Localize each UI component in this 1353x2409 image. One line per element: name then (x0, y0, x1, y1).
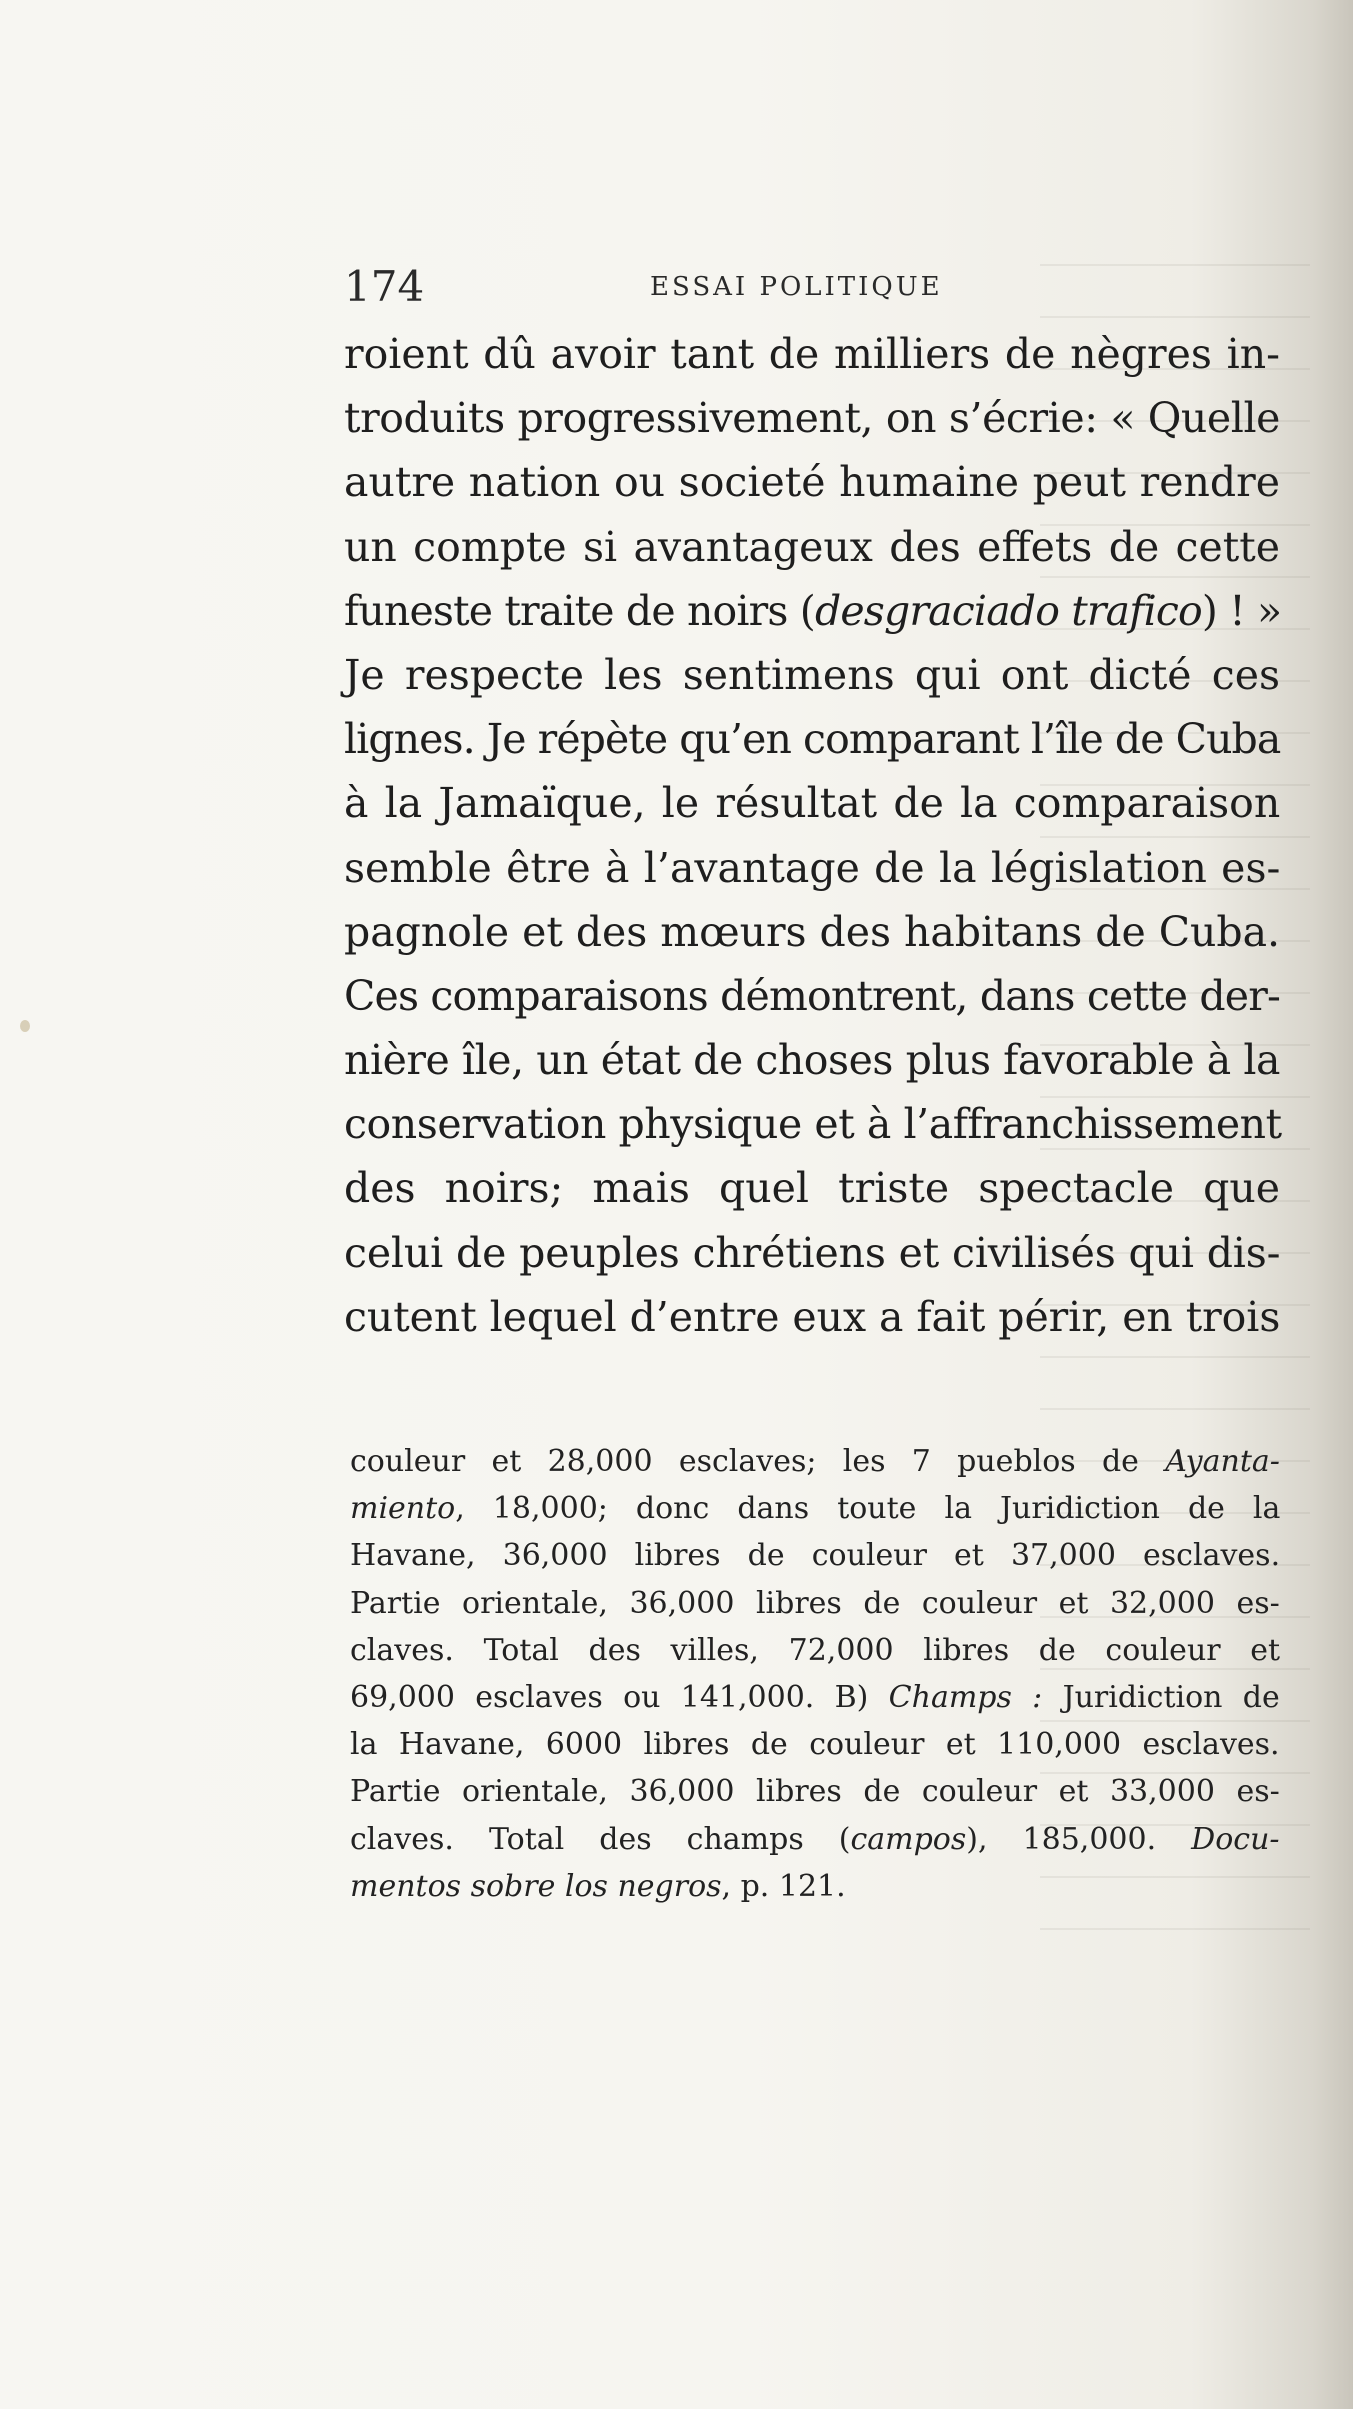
footnote-line: Partie orientale, 36,000 libres de couleur et 33,000 es- (350, 1774, 1280, 1810)
footnote-line: mentos sobre los negros, p. 121. (350, 1868, 846, 1904)
text-line: Je respecte les sentimens qui ont dicté ces (344, 650, 1281, 699)
text-line: cutent lequel d’entre eux a fait périr, en trois (344, 1292, 1281, 1341)
footnote-block (350, 1438, 1280, 1910)
text-line: autre nation ou societé humaine peut rendre (344, 458, 1280, 507)
italic-phrase: campos (850, 1821, 967, 1857)
text-line: nière île, un état de choses plus favorable à la (344, 1036, 1280, 1085)
italic-phrase: desgraciado trafico (814, 586, 1202, 635)
text-line: un compte si avantageux des effets de cette (344, 522, 1280, 571)
text-line: roient dû avoir tant de milliers de nègres in- (344, 330, 1280, 378)
footnote-line: couleur et 28,000 esclaves; les 7 pueblos de Ayanta- (350, 1444, 1280, 1479)
footnote-line: la Havane, 6000 libres de couleur et 110,000 esclaves. (350, 1727, 1280, 1763)
italic-phrase: Champs : (888, 1679, 1043, 1715)
text-line: lignes. Je répète qu’en comparant l’île de Cuba (344, 715, 1281, 764)
text-line: celui de peuples chrétiens et civilisés qui dis- (344, 1228, 1281, 1277)
footnote-line: miento, 18,000; donc dans toute la Juridiction de la (350, 1491, 1281, 1527)
main-text-block (344, 322, 1280, 1349)
footnote-line: claves. Total des villes, 72,000 libres de couleur et (350, 1632, 1281, 1668)
text-line: funeste traite de noirs (desgraciado trafico) ! » (344, 586, 1282, 635)
italic-phrase: Ayanta- (1165, 1444, 1280, 1479)
page-header (344, 262, 1280, 312)
page-number: 174 (344, 262, 425, 311)
text-line: conservation physique et à l’affranchissement (344, 1100, 1282, 1149)
footnote-line: claves. Total des champs (campos), 185,000. Docu- (350, 1821, 1280, 1857)
text-line: pagnole et des mœurs des habitans de Cuba. (344, 907, 1280, 956)
footnote-line: Partie orientale, 36,000 libres de couleur et 32,000 es- (350, 1585, 1280, 1621)
italic-phrase: Docu- (1191, 1821, 1280, 1857)
text-line: à la Jamaïque, le résultat de la comparaison (344, 779, 1281, 828)
italic-phrase: mentos sobre los negros (350, 1868, 722, 1904)
text-line: troduits progressivement, on s’écrie: « Quelle (344, 394, 1280, 443)
text-line: Ces comparaisons démontrent, dans cette der- (344, 971, 1280, 1020)
running-head: ESSAI POLITIQUE (650, 272, 943, 302)
footnote-line: 69,000 esclaves ou 141,000. B) Champs : Juridiction de (350, 1679, 1280, 1715)
footnote-line: Havane, 36,000 libres de couleur et 37,000 esclaves. (350, 1538, 1281, 1574)
text-line: des noirs; mais quel triste spectacle que (344, 1164, 1280, 1213)
italic-phrase: miento (350, 1491, 456, 1527)
text-line: semble être à l’avantage de la législation es- (344, 843, 1281, 892)
paper-stain (20, 1020, 30, 1032)
